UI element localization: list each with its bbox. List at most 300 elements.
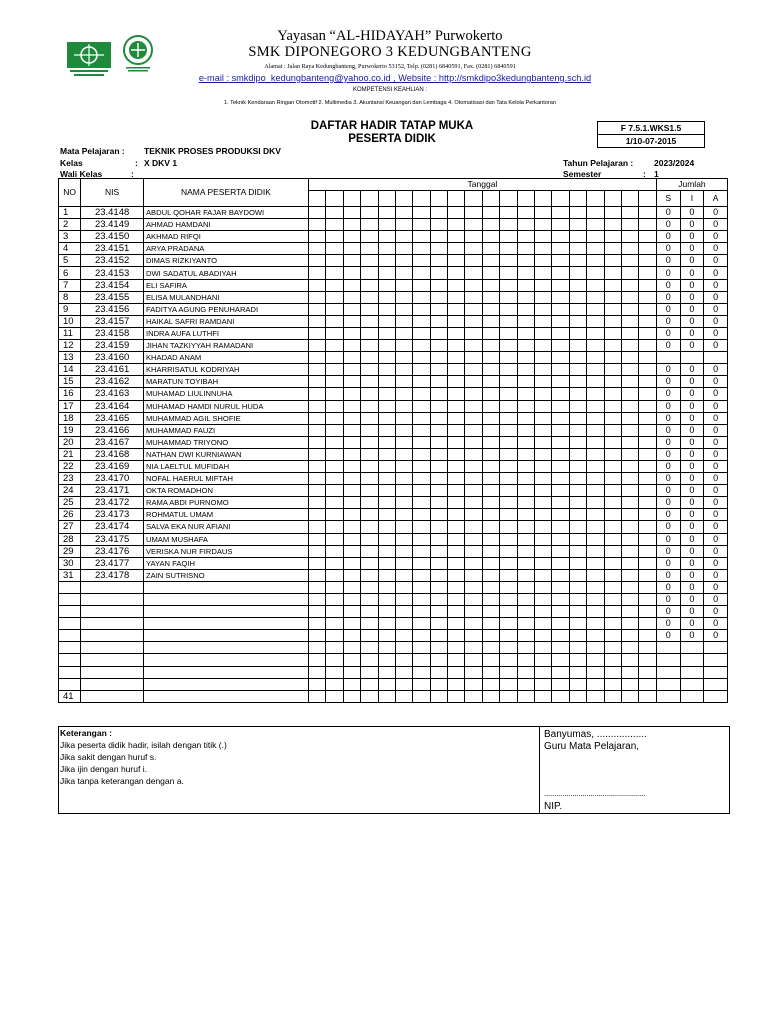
attendance-cell (308, 352, 325, 364)
student-name: AHMAD HAMDANI (143, 219, 308, 231)
attendance-cell (361, 207, 378, 219)
attendance-cell (395, 581, 412, 593)
attendance-cell (569, 557, 586, 569)
attendance-cell (343, 569, 360, 581)
attendance-cell (378, 412, 395, 424)
attendance-cell (587, 376, 604, 388)
attendance-cell (448, 642, 465, 654)
sick-count: 0 (656, 207, 680, 219)
attendance-cell (535, 231, 552, 243)
attendance-cell (621, 388, 638, 400)
student-name (143, 630, 308, 642)
permit-count: 0 (680, 473, 704, 485)
student-nis: 23.4178 (81, 569, 144, 581)
absent-count (704, 654, 728, 666)
student-no: 6 (59, 267, 81, 279)
student-nis: 23.4167 (81, 436, 144, 448)
attendance-cell (361, 678, 378, 690)
attendance-cell (308, 460, 325, 472)
attendance-cell (535, 436, 552, 448)
table-row (59, 279, 728, 291)
attendance-cell (343, 291, 360, 303)
student-name: ELISA MULANDHANI (143, 291, 308, 303)
attendance-cell (430, 255, 447, 267)
attendance-cell (395, 255, 412, 267)
attendance-cell (378, 231, 395, 243)
doc-title: DAFTAR HADIR TATAP MUKA (310, 120, 474, 132)
attendance-cell (500, 352, 517, 364)
attendance-cell (517, 654, 534, 666)
attendance-cell (569, 327, 586, 339)
attendance-cell (500, 279, 517, 291)
attendance-cell (343, 557, 360, 569)
attendance-cell (587, 618, 604, 630)
student-name (143, 606, 308, 618)
attendance-cell (343, 376, 360, 388)
attendance-cell (395, 315, 412, 327)
attendance-cell (482, 255, 499, 267)
attendance-cell (448, 231, 465, 243)
student-name: OKTA ROMADHON (143, 485, 308, 497)
attendance-cell (361, 485, 378, 497)
attendance-cell (326, 352, 343, 364)
absent-count: 0 (704, 497, 728, 509)
attendance-cell (500, 690, 517, 702)
attendance-cell (621, 473, 638, 485)
student-name: MARATUN TOYIBAH (143, 376, 308, 388)
attendance-cell (500, 533, 517, 545)
absent-count: 0 (704, 569, 728, 581)
attendance-cell (482, 618, 499, 630)
attendance-cell (326, 594, 343, 606)
attendance-cell (378, 569, 395, 581)
student-nis (81, 630, 144, 642)
attendance-cell (552, 557, 569, 569)
attendance-cell (535, 315, 552, 327)
school-contact-link[interactable]: e-mail : smkdipo_kedungbanteng@yahoo.co.id , Website : http://smkdipo3kedungbanteng.sch.id (198, 73, 592, 83)
attendance-cell (343, 606, 360, 618)
attendance-cell (343, 267, 360, 279)
attendance-cell (430, 618, 447, 630)
attendance-cell (621, 618, 638, 630)
attendance-cell (535, 594, 552, 606)
attendance-cell (569, 690, 586, 702)
attendance-cell (500, 376, 517, 388)
date-cell (395, 191, 412, 207)
table-row (59, 327, 728, 339)
attendance-cell (535, 279, 552, 291)
student-nis: 23.4164 (81, 400, 144, 412)
attendance-cell (500, 521, 517, 533)
table-row (59, 243, 728, 255)
notes-line-4: Jika tanpa keterangan dengan a. (60, 776, 184, 786)
sick-count: 0 (656, 291, 680, 303)
attendance-cell (361, 400, 378, 412)
table-row (59, 376, 728, 388)
permit-count: 0 (680, 460, 704, 472)
table-row (59, 545, 728, 557)
attendance-cell (500, 545, 517, 557)
attendance-cell (535, 448, 552, 460)
attendance-cell (569, 606, 586, 618)
attendance-cell (621, 594, 638, 606)
attendance-cell (535, 666, 552, 678)
attendance-cell (430, 267, 447, 279)
attendance-cell (448, 545, 465, 557)
attendance-cell (517, 581, 534, 593)
permit-count: 0 (680, 376, 704, 388)
permit-count: 0 (680, 255, 704, 267)
attendance-cell (448, 340, 465, 352)
attendance-cell (395, 279, 412, 291)
table-row (59, 231, 728, 243)
student-name: MUHAMMAD TRIYONO (143, 436, 308, 448)
attendance-cell (500, 424, 517, 436)
attendance-cell (535, 545, 552, 557)
attendance-cell (587, 352, 604, 364)
sick-count: 0 (656, 509, 680, 521)
permit-count: 0 (680, 606, 704, 618)
permit-count: 0 (680, 497, 704, 509)
attendance-cell (535, 690, 552, 702)
attendance-cell (552, 654, 569, 666)
attendance-cell (448, 424, 465, 436)
attendance-cell (361, 642, 378, 654)
student-nis (81, 666, 144, 678)
semester-colon: : (643, 169, 646, 179)
attendance-cell (361, 521, 378, 533)
table-row (59, 255, 728, 267)
attendance-cell (361, 473, 378, 485)
attendance-cell (569, 352, 586, 364)
attendance-cell (621, 569, 638, 581)
sick-count (656, 666, 680, 678)
attendance-cell (482, 436, 499, 448)
student-name: NATHAN DWI KURNIAWAN (143, 448, 308, 460)
attendance-cell (343, 219, 360, 231)
attendance-cell (500, 255, 517, 267)
attendance-cell (500, 207, 517, 219)
attendance-cell (378, 448, 395, 460)
attendance-cell (395, 400, 412, 412)
attendance-cell (535, 606, 552, 618)
attendance-cell (465, 569, 482, 581)
attendance-cell (465, 642, 482, 654)
permit-count: 0 (680, 388, 704, 400)
attendance-cell (535, 497, 552, 509)
attendance-cell (413, 267, 430, 279)
form-date: 1/10-07-2015 (597, 134, 705, 148)
attendance-cell (517, 448, 534, 460)
student-name: INDRA AUFA LUTHFI (143, 327, 308, 339)
attendance-cell (413, 219, 430, 231)
attendance-cell (361, 606, 378, 618)
attendance-cell (430, 594, 447, 606)
attendance-cell (430, 376, 447, 388)
date-cell (430, 191, 447, 207)
attendance-cell (639, 642, 657, 654)
attendance-cell (517, 473, 534, 485)
attendance-cell (535, 388, 552, 400)
student-no: 21 (59, 448, 81, 460)
student-no: 23 (59, 473, 81, 485)
col-name-header: NAMA PESERTA DIDIK (143, 179, 308, 207)
permit-count: 0 (680, 279, 704, 291)
student-no: 18 (59, 412, 81, 424)
attendance-cell (308, 436, 325, 448)
table-row (59, 412, 728, 424)
attendance-cell (639, 569, 657, 581)
attendance-cell (465, 545, 482, 557)
attendance-cell (395, 303, 412, 315)
attendance-cell (343, 400, 360, 412)
total-cell (656, 690, 680, 702)
attendance-cell (430, 666, 447, 678)
attendance-cell (361, 557, 378, 569)
attendance-cell (500, 485, 517, 497)
attendance-cell (552, 243, 569, 255)
class-label: Kelas (60, 158, 83, 168)
absent-count: 0 (704, 460, 728, 472)
sick-count: 0 (656, 581, 680, 593)
attendance-cell (361, 340, 378, 352)
doc-subtitle: PESERTA DIDIK (348, 133, 436, 145)
sign-place: Banyumas, .................. (544, 729, 647, 740)
attendance-cell (308, 412, 325, 424)
attendance-cell (395, 690, 412, 702)
header-row (59, 179, 728, 191)
attendance-cell (552, 678, 569, 690)
attendance-cell (604, 509, 621, 521)
attendance-cell (378, 364, 395, 376)
attendance-cell (378, 424, 395, 436)
table-row (59, 473, 728, 485)
attendance-cell (621, 448, 638, 460)
attendance-cell (413, 666, 430, 678)
sick-count: 0 (656, 219, 680, 231)
attendance-cell (430, 557, 447, 569)
attendance-cell (326, 497, 343, 509)
attendance-cell (378, 219, 395, 231)
absent-count: 0 (704, 255, 728, 267)
attendance-cell (308, 255, 325, 267)
attendance-cell (604, 303, 621, 315)
attendance-cell (326, 545, 343, 557)
attendance-cell (604, 243, 621, 255)
attendance-cell (343, 436, 360, 448)
date-cell (482, 191, 499, 207)
attendance-cell (604, 690, 621, 702)
attendance-cell (535, 267, 552, 279)
attendance-cell (448, 303, 465, 315)
year-value: 2023/2024 (654, 158, 695, 168)
student-name: ZAIN SUTRISNO (143, 569, 308, 581)
table-row (59, 642, 728, 654)
attendance-cell (395, 569, 412, 581)
attendance-cell (569, 654, 586, 666)
attendance-cell (395, 412, 412, 424)
attendance-cell (308, 509, 325, 521)
sick-count: 0 (656, 303, 680, 315)
student-name: VERISKA NUR FIRDAUS (143, 545, 308, 557)
attendance-cell (361, 219, 378, 231)
sick-count (656, 678, 680, 690)
student-no: 7 (59, 279, 81, 291)
attendance-cell (361, 533, 378, 545)
attendance-cell (587, 521, 604, 533)
attendance-cell (465, 460, 482, 472)
attendance-cell (535, 327, 552, 339)
class-colon: : (135, 158, 138, 168)
date-cell (552, 191, 569, 207)
sign-nip: NIP. (544, 801, 563, 812)
attendance-cell (343, 424, 360, 436)
attendance-cell (378, 327, 395, 339)
attendance-cell (517, 279, 534, 291)
attendance-cell (517, 352, 534, 364)
student-name: AKHMAD RIFQI (143, 231, 308, 243)
student-no: 9 (59, 303, 81, 315)
attendance-cell (604, 291, 621, 303)
student-name (143, 690, 308, 702)
attendance-cell (639, 243, 657, 255)
attendance-cell (587, 279, 604, 291)
attendance-cell (378, 666, 395, 678)
student-no: 13 (59, 352, 81, 364)
attendance-cell (500, 666, 517, 678)
attendance-cell (430, 497, 447, 509)
attendance-cell (639, 352, 657, 364)
col-total-header: Jumlah (656, 179, 727, 191)
attendance-cell (465, 606, 482, 618)
attendance-cell (535, 376, 552, 388)
attendance-cell (517, 388, 534, 400)
attendance-cell (569, 219, 586, 231)
attendance-cell (587, 642, 604, 654)
attendance-cell (413, 448, 430, 460)
permit-count (680, 642, 704, 654)
attendance-cell (482, 400, 499, 412)
attendance-cell (639, 279, 657, 291)
absent-count: 0 (704, 436, 728, 448)
student-nis: 23.4156 (81, 303, 144, 315)
attendance-cell (430, 436, 447, 448)
attendance-cell (552, 618, 569, 630)
attendance-cell (361, 545, 378, 557)
absent-count: 0 (704, 243, 728, 255)
attendance-cell (517, 207, 534, 219)
attendance-cell (517, 412, 534, 424)
attendance-cell (569, 448, 586, 460)
attendance-cell (639, 340, 657, 352)
attendance-cell (569, 666, 586, 678)
attendance-cell (378, 460, 395, 472)
sick-count: 0 (656, 412, 680, 424)
student-nis: 23.4159 (81, 340, 144, 352)
attendance-cell (639, 424, 657, 436)
attendance-cell (308, 545, 325, 557)
attendance-cell (395, 618, 412, 630)
attendance-cell (395, 327, 412, 339)
attendance-cell (604, 581, 621, 593)
student-nis: 23.4168 (81, 448, 144, 460)
attendance-cell (482, 666, 499, 678)
attendance-cell (465, 654, 482, 666)
attendance-cell (465, 388, 482, 400)
permit-count (680, 352, 704, 364)
attendance-cell (361, 243, 378, 255)
attendance-cell (378, 388, 395, 400)
student-nis: 23.4166 (81, 424, 144, 436)
attendance-cell (517, 267, 534, 279)
attendance-cell (517, 690, 534, 702)
attendance-cell (639, 388, 657, 400)
attendance-cell (430, 352, 447, 364)
attendance-cell (343, 533, 360, 545)
attendance-cell (361, 618, 378, 630)
attendance-cell (500, 678, 517, 690)
attendance-cell (343, 594, 360, 606)
student-name: MUHAMMAD AGIL SHOFIE (143, 412, 308, 424)
attendance-cell (465, 400, 482, 412)
attendance-cell (378, 207, 395, 219)
attendance-cell (604, 388, 621, 400)
attendance-cell (448, 243, 465, 255)
attendance-cell (395, 448, 412, 460)
attendance-cell (378, 497, 395, 509)
attendance-cell (448, 666, 465, 678)
permit-count: 0 (680, 509, 704, 521)
permit-count: 0 (680, 581, 704, 593)
attendance-cell (343, 581, 360, 593)
attendance-cell (621, 291, 638, 303)
attendance-cell (378, 521, 395, 533)
attendance-cell (500, 509, 517, 521)
attendance-cell (430, 521, 447, 533)
attendance-cell (500, 569, 517, 581)
student-no: 27 (59, 521, 81, 533)
table-row (59, 340, 728, 352)
attendance-cell (639, 327, 657, 339)
attendance-cell (343, 315, 360, 327)
attendance-cell (587, 231, 604, 243)
attendance-cell (552, 666, 569, 678)
attendance-cell (535, 678, 552, 690)
attendance-cell (621, 376, 638, 388)
attendance-cell (465, 219, 482, 231)
permit-count: 0 (680, 533, 704, 545)
permit-count: 0 (680, 630, 704, 642)
attendance-cell (465, 207, 482, 219)
attendance-cell (343, 364, 360, 376)
permit-count: 0 (680, 231, 704, 243)
attendance-cell (569, 630, 586, 642)
attendance-cell (448, 473, 465, 485)
attendance-cell (517, 533, 534, 545)
attendance-cell (639, 364, 657, 376)
attendance-cell (552, 473, 569, 485)
attendance-cell (569, 340, 586, 352)
attendance-cell (587, 424, 604, 436)
attendance-cell (343, 352, 360, 364)
student-name: MUHAMMAD FAUZI (143, 424, 308, 436)
permit-count: 0 (680, 315, 704, 327)
attendance-cell (517, 424, 534, 436)
student-nis: 23.4151 (81, 243, 144, 255)
student-no (59, 630, 81, 642)
attendance-cell (448, 618, 465, 630)
attendance-cell (535, 485, 552, 497)
